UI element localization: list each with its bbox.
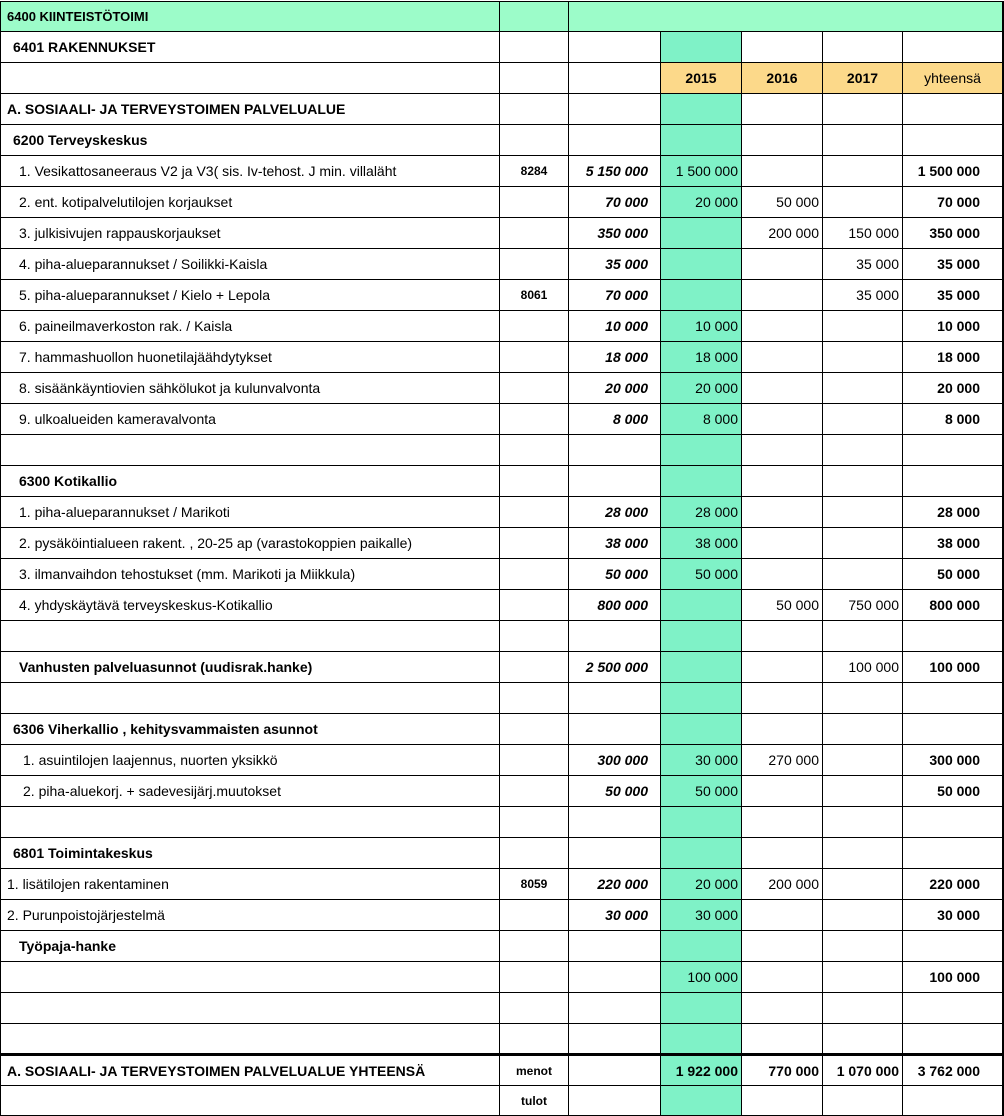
empty-cell[interactable] <box>569 94 661 125</box>
year-2016-value[interactable] <box>742 497 823 528</box>
item-total-cost[interactable]: 20 000 <box>569 373 661 404</box>
header-2017[interactable]: 2017 <box>823 63 903 94</box>
year-2016-value[interactable] <box>742 404 823 435</box>
item-code[interactable]: 8284 <box>500 156 569 187</box>
item-total-cost[interactable]: 8 000 <box>569 404 661 435</box>
empty-cell[interactable] <box>903 993 1004 1024</box>
row-sum-value[interactable]: 50 000 <box>903 776 1004 807</box>
row-sum-value[interactable]: 300 000 <box>903 745 1004 776</box>
empty-cell[interactable] <box>823 621 903 652</box>
item-code[interactable] <box>500 776 569 807</box>
year-2016-value[interactable] <box>742 559 823 590</box>
year-2015-value[interactable] <box>661 218 742 249</box>
item-description[interactable]: 2. Purunpoistojärjestelmä <box>0 900 500 931</box>
year-2017-value[interactable]: 100 000 <box>823 652 903 683</box>
empty-cell[interactable] <box>569 993 661 1024</box>
tulot-label[interactable]: tulot <box>500 1086 569 1116</box>
empty-cell[interactable] <box>0 621 500 652</box>
item-code[interactable]: 8061 <box>500 280 569 311</box>
group-heading[interactable]: 6306 Viherkallio , kehitysvammaisten asunnot <box>0 714 500 745</box>
year-2015-value[interactable]: 28 000 <box>661 497 742 528</box>
item-total-cost[interactable]: 800 000 <box>569 590 661 621</box>
item-description[interactable]: 3. ilmanvaihdon tehostukset (mm. Marikoti ja Miikkula) <box>0 559 500 590</box>
table-row <box>0 745 1004 776</box>
row-sum-value[interactable]: 8 000 <box>903 404 1004 435</box>
subtitle-row <box>0 32 1004 63</box>
empty-cell[interactable] <box>569 435 661 466</box>
year-2017-value[interactable] <box>823 187 903 218</box>
empty-cell[interactable] <box>903 435 1004 466</box>
year-2017-value[interactable] <box>823 962 903 993</box>
empty-cell[interactable] <box>500 1 569 32</box>
row-sum-value[interactable]: 50 000 <box>903 559 1004 590</box>
year-2017-value[interactable] <box>823 373 903 404</box>
empty-cell[interactable] <box>903 714 1004 745</box>
item-description[interactable] <box>0 962 500 993</box>
item-code[interactable] <box>500 342 569 373</box>
item-total-cost[interactable]: 220 000 <box>569 869 661 900</box>
table-row <box>0 528 1004 559</box>
row-sum-value[interactable]: 350 000 <box>903 218 1004 249</box>
item-total-cost[interactable]: 18 000 <box>569 342 661 373</box>
empty-cell[interactable] <box>500 94 569 125</box>
year-2016-value[interactable] <box>742 156 823 187</box>
empty-cell[interactable] <box>661 621 742 652</box>
year-2015-value[interactable]: 8 000 <box>661 404 742 435</box>
empty-cell[interactable] <box>569 32 661 63</box>
item-description[interactable]: 1. asuintilojen laajennus, nuorten yksikkö <box>0 745 500 776</box>
empty-cell[interactable] <box>569 683 661 714</box>
item-code[interactable] <box>500 249 569 280</box>
year-2017-value[interactable] <box>823 900 903 931</box>
empty-cell[interactable] <box>823 807 903 838</box>
empty-cell[interactable] <box>823 125 903 156</box>
row-sum-value[interactable]: 38 000 <box>903 528 1004 559</box>
table-row <box>0 776 1004 807</box>
grand-total-label[interactable]: A. SOSIAALI- JA TERVEYSTOIMEN PALVELUALUE YHTEENSÄ <box>0 1054 500 1086</box>
empty-cell[interactable] <box>569 1086 661 1116</box>
empty-row <box>0 683 1004 714</box>
item-total-cost[interactable]: 350 000 <box>569 218 661 249</box>
empty-cell[interactable] <box>0 1086 500 1116</box>
empty-cell[interactable] <box>569 1024 661 1054</box>
empty-cell[interactable] <box>661 466 742 497</box>
year-2017-value[interactable] <box>823 342 903 373</box>
row-sum-value[interactable]: 35 000 <box>903 280 1004 311</box>
year-2016-value[interactable] <box>742 528 823 559</box>
item-total-cost[interactable]: 300 000 <box>569 745 661 776</box>
empty-cell[interactable] <box>569 807 661 838</box>
year-2016-value[interactable]: 200 000 <box>742 218 823 249</box>
item-description[interactable]: 5. piha-alueparannukset / Kielo + Lepola <box>0 280 500 311</box>
empty-cell[interactable] <box>823 435 903 466</box>
sheet-title-row <box>0 1 1004 32</box>
empty-cell[interactable] <box>0 993 500 1024</box>
empty-cell[interactable] <box>661 1086 742 1116</box>
empty-row <box>0 1024 1004 1054</box>
item-total-cost[interactable]: 70 000 <box>569 280 661 311</box>
empty-cell[interactable] <box>661 807 742 838</box>
item-code[interactable] <box>500 745 569 776</box>
year-2016-value[interactable] <box>742 652 823 683</box>
header-2016[interactable]: 2016 <box>742 63 823 94</box>
year-2015-value[interactable] <box>661 590 742 621</box>
empty-cell[interactable] <box>569 1 1004 32</box>
empty-cell[interactable] <box>903 807 1004 838</box>
group-heading-row <box>0 466 1004 497</box>
group-heading-row <box>0 125 1004 156</box>
empty-cell[interactable] <box>500 32 569 63</box>
item-description[interactable]: 1. lisätilojen rakentaminen <box>0 869 500 900</box>
table-row <box>0 900 1004 931</box>
item-code[interactable] <box>500 218 569 249</box>
group-heading[interactable]: Vanhusten palveluasunnot (uudisrak.hanke) <box>0 652 500 683</box>
empty-cell[interactable] <box>742 993 823 1024</box>
year-2016-value[interactable] <box>742 373 823 404</box>
empty-cell[interactable] <box>569 63 661 94</box>
row-sum-value[interactable]: 30 000 <box>903 900 1004 931</box>
row-sum-value[interactable]: 100 000 <box>903 962 1004 993</box>
item-code[interactable] <box>500 900 569 931</box>
item-code[interactable] <box>500 962 569 993</box>
year-2017-value[interactable] <box>823 559 903 590</box>
item-description[interactable]: 6. paineilmaverkoston rak. / Kaisla <box>0 311 500 342</box>
empty-cell[interactable] <box>742 838 823 869</box>
table-row <box>0 559 1004 590</box>
empty-cell[interactable] <box>0 807 500 838</box>
grand-2015[interactable]: 1 922 000 <box>661 1054 742 1086</box>
item-description[interactable]: 7. hammashuollon huonetilajäähdytykset <box>0 342 500 373</box>
empty-cell[interactable] <box>500 125 569 156</box>
item-description[interactable]: 8. sisäänkäyntiovien sähkölukot ja kulunvalvonta <box>0 373 500 404</box>
year-2015-value[interactable]: 18 000 <box>661 342 742 373</box>
empty-cell[interactable] <box>823 714 903 745</box>
year-2016-value[interactable] <box>742 900 823 931</box>
year-2015-value[interactable]: 20 000 <box>661 187 742 218</box>
table-row <box>0 590 1004 621</box>
group-heading[interactable]: 6300 Kotikallio <box>0 466 500 497</box>
empty-cell[interactable] <box>903 1024 1004 1054</box>
table-row <box>0 962 1004 993</box>
empty-cell[interactable] <box>0 683 500 714</box>
table-row <box>0 342 1004 373</box>
group-heading[interactable]: Työpaja-hanke <box>0 931 500 962</box>
empty-cell[interactable] <box>742 714 823 745</box>
empty-cell[interactable] <box>823 466 903 497</box>
item-total-cost[interactable]: 2 500 000 <box>569 652 661 683</box>
group-heading-row <box>0 931 1004 962</box>
group-heading[interactable]: 6401 RAKENNUKSET <box>0 32 500 63</box>
grand-2017[interactable]: 1 070 000 <box>823 1054 903 1086</box>
year-2015-value[interactable]: 30 000 <box>661 745 742 776</box>
item-description[interactable]: 2. ent. kotipalvelutilojen korjaukset <box>0 187 500 218</box>
row-sum-value[interactable]: 800 000 <box>903 590 1004 621</box>
empty-cell[interactable] <box>742 931 823 962</box>
table-row <box>0 311 1004 342</box>
empty-cell[interactable] <box>742 683 823 714</box>
table-row <box>0 869 1004 900</box>
item-description[interactable]: 1. Vesikattosaneeraus V2 ja V3( sis. Iv-tehost. J min. villaläht <box>0 156 500 187</box>
empty-cell[interactable] <box>661 838 742 869</box>
item-code[interactable] <box>500 559 569 590</box>
empty-cell[interactable] <box>742 621 823 652</box>
year-header-row <box>0 63 1004 94</box>
empty-cell[interactable] <box>500 931 569 962</box>
empty-row <box>0 993 1004 1024</box>
empty-cell[interactable] <box>742 125 823 156</box>
empty-cell[interactable] <box>742 466 823 497</box>
empty-cell[interactable] <box>661 32 742 63</box>
empty-cell[interactable] <box>500 993 569 1024</box>
year-2017-value[interactable] <box>823 869 903 900</box>
year-2016-value[interactable] <box>742 280 823 311</box>
year-2017-value[interactable] <box>823 776 903 807</box>
empty-cell[interactable] <box>903 32 1004 63</box>
empty-cell[interactable] <box>661 435 742 466</box>
group-heading[interactable]: 6200 Terveyskeskus <box>0 125 500 156</box>
item-description[interactable]: 2. piha-aluekorj. + sadevesijärj.muutokset <box>0 776 500 807</box>
year-2015-value[interactable] <box>661 280 742 311</box>
group-heading[interactable]: A. SOSIAALI- JA TERVEYSTOIMEN PALVELUALUE <box>0 94 500 125</box>
empty-cell[interactable] <box>823 1024 903 1054</box>
empty-cell[interactable] <box>569 1054 661 1086</box>
item-code[interactable] <box>500 528 569 559</box>
row-sum-value[interactable]: 20 000 <box>903 373 1004 404</box>
empty-cell[interactable] <box>903 931 1004 962</box>
year-2017-value[interactable]: 35 000 <box>823 280 903 311</box>
empty-cell[interactable] <box>903 1086 1004 1116</box>
table-row <box>0 249 1004 280</box>
row-sum-value[interactable]: 28 000 <box>903 497 1004 528</box>
item-code[interactable]: 8059 <box>500 869 569 900</box>
empty-cell[interactable] <box>569 466 661 497</box>
section-heading-row <box>0 94 1004 125</box>
row-sum-value[interactable]: 100 000 <box>903 652 1004 683</box>
item-total-cost[interactable]: 50 000 <box>569 776 661 807</box>
empty-cell[interactable] <box>742 94 823 125</box>
year-2017-value[interactable]: 35 000 <box>823 249 903 280</box>
header-total[interactable]: yhteensä <box>903 63 1004 94</box>
table-row <box>0 373 1004 404</box>
empty-cell[interactable] <box>823 931 903 962</box>
year-2017-value[interactable] <box>823 311 903 342</box>
empty-cell[interactable] <box>742 807 823 838</box>
empty-cell[interactable] <box>500 714 569 745</box>
item-code[interactable] <box>500 187 569 218</box>
empty-cell[interactable] <box>823 993 903 1024</box>
item-code[interactable] <box>500 311 569 342</box>
item-total-cost[interactable]: 50 000 <box>569 559 661 590</box>
empty-cell[interactable] <box>903 838 1004 869</box>
item-total-cost[interactable]: 28 000 <box>569 497 661 528</box>
table-row <box>0 156 1004 187</box>
empty-cell[interactable] <box>0 1024 500 1054</box>
menot-label[interactable]: menot <box>500 1054 569 1086</box>
year-2015-value[interactable]: 100 000 <box>661 962 742 993</box>
empty-cell[interactable] <box>500 63 569 94</box>
row-sum-value[interactable]: 220 000 <box>903 869 1004 900</box>
year-2016-value[interactable] <box>742 249 823 280</box>
year-2016-value[interactable] <box>742 962 823 993</box>
empty-cell[interactable] <box>742 32 823 63</box>
empty-cell[interactable] <box>500 807 569 838</box>
group-heading[interactable]: 6801 Toimintakeskus <box>0 838 500 869</box>
year-2016-value[interactable]: 200 000 <box>742 869 823 900</box>
empty-cell[interactable] <box>661 94 742 125</box>
empty-cell[interactable] <box>661 931 742 962</box>
table-row <box>0 497 1004 528</box>
empty-cell[interactable] <box>661 714 742 745</box>
year-2017-value[interactable] <box>823 745 903 776</box>
item-total-cost[interactable]: 30 000 <box>569 900 661 931</box>
year-2017-value[interactable] <box>823 404 903 435</box>
empty-cell[interactable] <box>742 435 823 466</box>
empty-cell[interactable] <box>569 931 661 962</box>
empty-cell[interactable] <box>500 466 569 497</box>
year-2017-value[interactable]: 750 000 <box>823 590 903 621</box>
empty-cell[interactable] <box>661 993 742 1024</box>
empty-cell[interactable] <box>742 1024 823 1054</box>
empty-cell[interactable] <box>569 125 661 156</box>
year-2017-value[interactable] <box>823 497 903 528</box>
year-2017-value[interactable] <box>823 528 903 559</box>
year-2015-value[interactable]: 38 000 <box>661 528 742 559</box>
year-2015-value[interactable]: 20 000 <box>661 373 742 404</box>
item-total-cost[interactable]: 35 000 <box>569 249 661 280</box>
item-description[interactable]: 4. piha-alueparannukset / Soilikki-Kaisla <box>0 249 500 280</box>
table-row <box>0 652 1004 683</box>
year-2016-value[interactable] <box>742 776 823 807</box>
empty-cell[interactable] <box>569 621 661 652</box>
empty-cell[interactable] <box>742 1086 823 1116</box>
empty-cell[interactable] <box>823 1086 903 1116</box>
empty-cell[interactable] <box>823 94 903 125</box>
empty-row <box>0 621 1004 652</box>
item-total-cost[interactable]: 38 000 <box>569 528 661 559</box>
empty-cell[interactable] <box>823 683 903 714</box>
item-description[interactable]: 2. pysäköintialueen rakent. , 20-25 ap (varastokoppien paikalle) <box>0 528 500 559</box>
grand-total-row <box>0 1054 1004 1086</box>
empty-cell[interactable] <box>500 621 569 652</box>
empty-cell[interactable] <box>903 125 1004 156</box>
empty-cell[interactable] <box>500 838 569 869</box>
year-2015-value[interactable]: 20 000 <box>661 869 742 900</box>
empty-cell[interactable] <box>903 94 1004 125</box>
group-heading-row <box>0 714 1004 745</box>
year-2016-value[interactable]: 50 000 <box>742 187 823 218</box>
year-2015-value[interactable]: 10 000 <box>661 311 742 342</box>
empty-cell[interactable] <box>500 435 569 466</box>
year-2015-value[interactable]: 1 500 000 <box>661 156 742 187</box>
year-2015-value[interactable]: 50 000 <box>661 776 742 807</box>
empty-cell[interactable] <box>569 714 661 745</box>
year-2017-value[interactable] <box>823 156 903 187</box>
year-2016-value[interactable]: 270 000 <box>742 745 823 776</box>
item-description[interactable]: 3. julkisivujen rappauskorjaukset <box>0 218 500 249</box>
year-2015-value[interactable] <box>661 652 742 683</box>
group-heading-row <box>0 838 1004 869</box>
year-2015-value[interactable]: 30 000 <box>661 900 742 931</box>
row-sum-value[interactable]: 1 500 000 <box>903 156 1004 187</box>
grand-2016[interactable]: 770 000 <box>742 1054 823 1086</box>
header-2015[interactable]: 2015 <box>661 63 742 94</box>
row-sum-value[interactable]: 18 000 <box>903 342 1004 373</box>
grand-sum[interactable]: 3 762 000 <box>903 1054 1004 1086</box>
row-sum-value[interactable]: 10 000 <box>903 311 1004 342</box>
tulot-row <box>0 1086 1004 1116</box>
item-description[interactable]: 1. piha-alueparannukset / Marikoti <box>0 497 500 528</box>
empty-cell[interactable] <box>0 63 500 94</box>
empty-cell[interactable] <box>903 683 1004 714</box>
item-description[interactable]: 4. yhdyskäytävä terveyskeskus-Kotikallio <box>0 590 500 621</box>
empty-cell[interactable] <box>661 1024 742 1054</box>
item-code[interactable] <box>500 590 569 621</box>
year-2016-value[interactable] <box>742 311 823 342</box>
table-row <box>0 187 1004 218</box>
item-total-cost[interactable]: 10 000 <box>569 311 661 342</box>
year-2016-value[interactable] <box>742 342 823 373</box>
empty-cell[interactable] <box>661 125 742 156</box>
table-row <box>0 404 1004 435</box>
empty-row <box>0 807 1004 838</box>
row-sum-value[interactable]: 70 000 <box>903 187 1004 218</box>
empty-cell[interactable] <box>0 435 500 466</box>
row-sum-value[interactable]: 35 000 <box>903 249 1004 280</box>
table-row <box>0 218 1004 249</box>
year-2017-value[interactable]: 150 000 <box>823 218 903 249</box>
empty-row <box>0 435 1004 466</box>
item-code[interactable] <box>500 373 569 404</box>
empty-cell[interactable] <box>823 32 903 63</box>
item-code[interactable] <box>500 497 569 528</box>
empty-cell[interactable] <box>500 1024 569 1054</box>
item-total-cost[interactable]: 5 150 000 <box>569 156 661 187</box>
item-description[interactable]: 9. ulkoalueiden kameravalvonta <box>0 404 500 435</box>
empty-cell[interactable] <box>500 683 569 714</box>
empty-cell[interactable] <box>569 838 661 869</box>
sheet-title[interactable]: 6400 KIINTEISTÖTOIMI <box>0 1 500 32</box>
item-code[interactable] <box>500 652 569 683</box>
year-2015-value[interactable] <box>661 249 742 280</box>
year-2016-value[interactable]: 50 000 <box>742 590 823 621</box>
item-code[interactable] <box>500 404 569 435</box>
empty-cell[interactable] <box>661 683 742 714</box>
item-total-cost[interactable]: 70 000 <box>569 187 661 218</box>
empty-cell[interactable] <box>903 621 1004 652</box>
empty-cell[interactable] <box>903 466 1004 497</box>
year-2015-value[interactable]: 50 000 <box>661 559 742 590</box>
empty-cell[interactable] <box>823 838 903 869</box>
item-total-cost[interactable] <box>569 962 661 993</box>
table-row <box>0 280 1004 311</box>
